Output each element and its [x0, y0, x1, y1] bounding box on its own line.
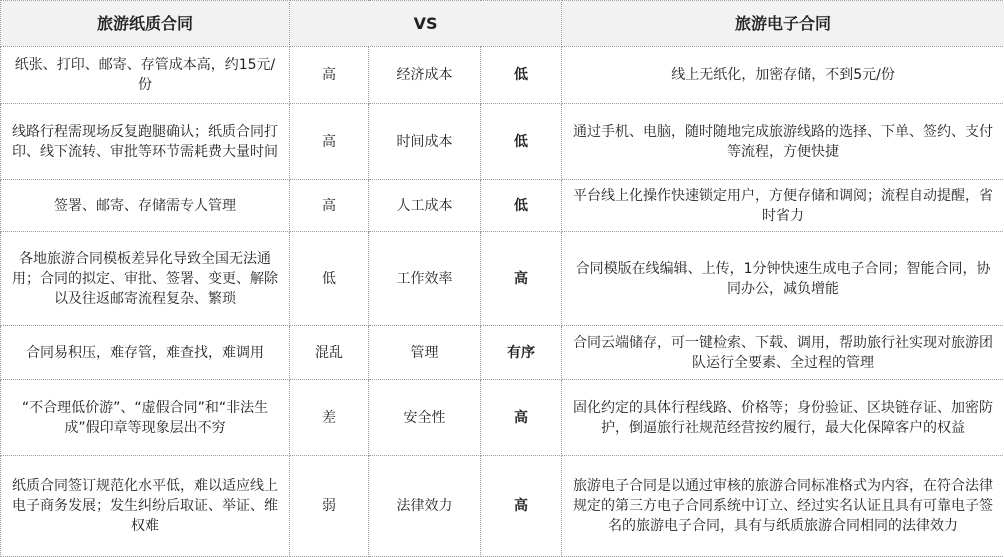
paper-level: 低 [290, 232, 369, 326]
paper-description: 线路行程需现场反复跑腿确认；纸质合同打印、线下流转、审批等环节需耗费大量时间 [1, 104, 290, 180]
electronic-description: 合同云端储存，可一键检索、下载、调用，帮助旅行社实现对旅游团队运行全要素、全过程的管理 [562, 326, 1004, 380]
paper-description: 纸质合同签订规范化水平低，难以适应线上电子商务发展；发生纠纷后取证、举证、维权难 [1, 456, 290, 557]
paper-level: 高 [290, 47, 369, 104]
table-row [1, 326, 1004, 380]
electronic-description: 旅游电子合同是以通过审核的旅游合同标准格式为内容，在符合法律规定的第三方电子合同系统中订立、经过实名认证且具有可靠电子签名的旅游电子合同，具有与纸质旅游合同相同的法律效力 [562, 456, 1004, 557]
paper-description: 各地旅游合同模板差异化导致全国无法通用；合同的拟定、审批、签署、变更、解除以及往返邮寄流程复杂、繁琐 [1, 232, 290, 326]
table-row [1, 104, 1004, 180]
aspect-label: 管理 [369, 326, 481, 380]
aspect-label: 安全性 [369, 380, 481, 456]
table-row [1, 47, 1004, 104]
electronic-description: 通过手机、电脑，随时随地完成旅游线路的选择、下单、签约、支付等流程，方便快捷 [562, 104, 1004, 180]
electronic-level: 高 [481, 456, 562, 557]
electronic-description: 固化约定的具体行程线路、价格等；身份验证、区块链存证、加密防护，倒逼旅行社规范经营按约履行，最大化保障客户的权益 [562, 380, 1004, 456]
electronic-level: 低 [481, 104, 562, 180]
paper-level: 混乱 [290, 326, 369, 380]
header-electronic-contract: 旅游电子合同 [562, 1, 1004, 47]
table-row [1, 180, 1004, 232]
paper-description: 签署、邮寄、存储需专人管理 [1, 180, 290, 232]
electronic-level: 高 [481, 232, 562, 326]
paper-level: 高 [290, 180, 369, 232]
electronic-level: 低 [481, 47, 562, 104]
paper-level: 弱 [290, 456, 369, 557]
header-row [1, 1, 1004, 47]
electronic-level: 高 [481, 380, 562, 456]
paper-description: 纸张、打印、邮寄、存管成本高，约15元/份 [1, 47, 290, 104]
electronic-description: 线上无纸化，加密存储，不到5元/份 [562, 47, 1004, 104]
aspect-label: 法律效力 [369, 456, 481, 557]
header-paper-contract: 旅游纸质合同 [1, 1, 290, 47]
paper-level: 高 [290, 104, 369, 180]
electronic-description: 平台线上化操作快速锁定用户，方便存储和调阅；流程自动提醒，省时省力 [562, 180, 1004, 232]
electronic-level: 有序 [481, 326, 562, 380]
electronic-level: 低 [481, 180, 562, 232]
paper-description: 合同易积压，难存管，难查找，难调用 [1, 326, 290, 380]
paper-description: “不合理低价游”、“虚假合同”和“非法生成”假印章等现象层出不穷 [1, 380, 290, 456]
electronic-description: 合同模版在线编辑、上传，1分钟快速生成电子合同；智能合同，协同办公，减负增能 [562, 232, 1004, 326]
table-row [1, 232, 1004, 326]
aspect-label: 人工成本 [369, 180, 481, 232]
table-row [1, 456, 1004, 557]
aspect-label: 时间成本 [369, 104, 481, 180]
aspect-label: 工作效率 [369, 232, 481, 326]
aspect-label: 经济成本 [369, 47, 481, 104]
paper-level: 差 [290, 380, 369, 456]
header-vs: VS [290, 1, 562, 47]
table-row [1, 380, 1004, 456]
